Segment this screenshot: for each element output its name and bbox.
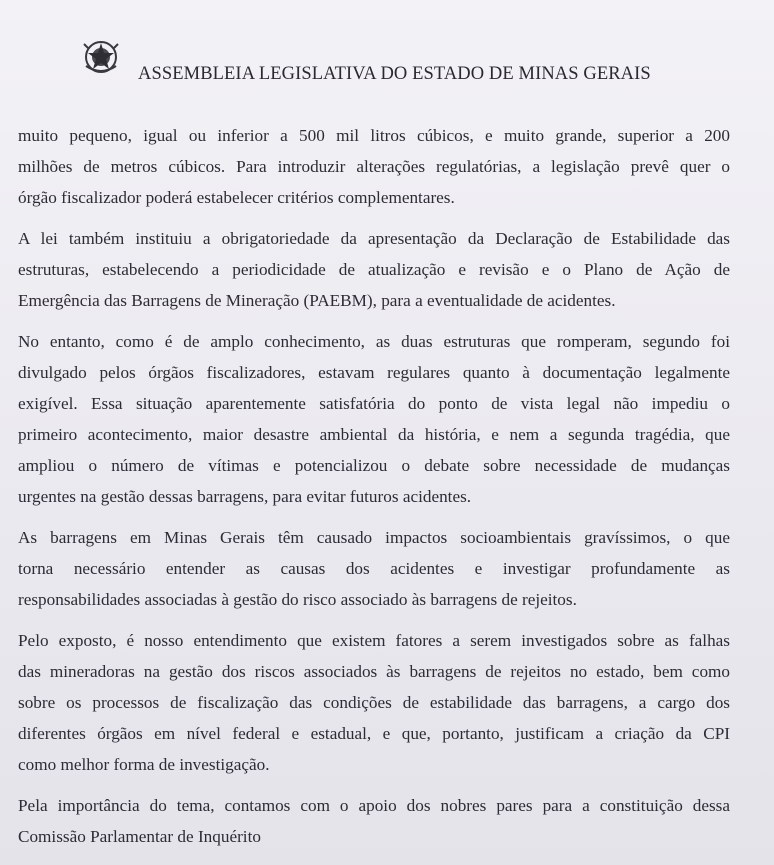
paragraph-1 [18, 120, 730, 213]
state-coat-of-arms-icon [80, 36, 122, 78]
text-line: urgentes na gestão dessas barragens, para evitar futuros acidentes. [18, 487, 472, 506]
text-line: responsabilidades associadas à gestão do risco associado às barragens de rejeitos. [18, 590, 577, 609]
header-title: ASSEMBLEIA LEGISLATIVA DO ESTADO DE MINAS GERAIS [138, 64, 651, 84]
text-line: exigível. Essa situação aparentemente satisfatória do ponto de vista legal não impediu o [18, 394, 730, 413]
text-line: Pelo exposto, é nosso entendimento que existem fatores a serem investigados sobre as falhas [18, 631, 730, 650]
text-line: A lei também instituiu a obrigatoriedade da apresentação da Declaração de Estabilidade das [18, 229, 730, 248]
text-line: estruturas, estabelecendo a periodicidade de atualização e revisão e o Plano de Ação de [18, 260, 730, 279]
text-line: Emergência das Barragens de Mineração (PAEBM), para a eventualidade de acidentes. [18, 291, 616, 310]
paragraph-6 [18, 790, 730, 852]
text-line: As barragens em Minas Gerais têm causado impactos socioambientais gravíssimos, o que [18, 528, 730, 547]
text-line: Comissão Parlamentar de Inquérito [18, 827, 261, 846]
text-line: milhões de metros cúbicos. Para introduzir alterações regulatórias, a legislação prevê quer o [18, 157, 730, 176]
text-line: No entanto, como é de amplo conhecimento, as duas estruturas que romperam, segundo foi [18, 332, 730, 351]
paragraph-4 [18, 522, 730, 615]
letterhead [80, 36, 720, 88]
text-line: como melhor forma de investigação. [18, 755, 270, 774]
text-line: diferentes órgãos em nível federal e estadual, e que, portanto, justificam a criação da CPI [18, 724, 730, 743]
text-line: órgão fiscalizador poderá estabelecer critérios complementares. [18, 188, 455, 207]
text-line: divulgado pelos órgãos fiscalizadores, estavam regulares quanto à documentação legalmente [18, 363, 730, 382]
paragraph-3 [18, 326, 730, 512]
text-line: primeiro acontecimento, maior desastre ambiental da história, e nem a segunda tragédia, que [18, 425, 730, 444]
text-line: sobre os processos de fiscalização das condições de estabilidade das barragens, a cargo dos [18, 693, 730, 712]
document-body [18, 120, 730, 862]
text-line: torna necessário entender as causas dos acidentes e investigar profundamente as [18, 559, 730, 578]
text-line: Pela importância do tema, contamos com o apoio dos nobres pares para a constituição dessa [18, 796, 730, 815]
text-line: ampliou o número de vítimas e potencializou o debate sobre necessidade de mudanças [18, 456, 730, 475]
text-line: muito pequeno, igual ou inferior a 500 mil litros cúbicos, e muito grande, superior a 200 [18, 126, 730, 145]
paragraph-5 [18, 625, 730, 780]
text-line: das mineradoras na gestão dos riscos associados às barragens de rejeitos no estado, bem como [18, 662, 730, 681]
paragraph-2 [18, 223, 730, 316]
